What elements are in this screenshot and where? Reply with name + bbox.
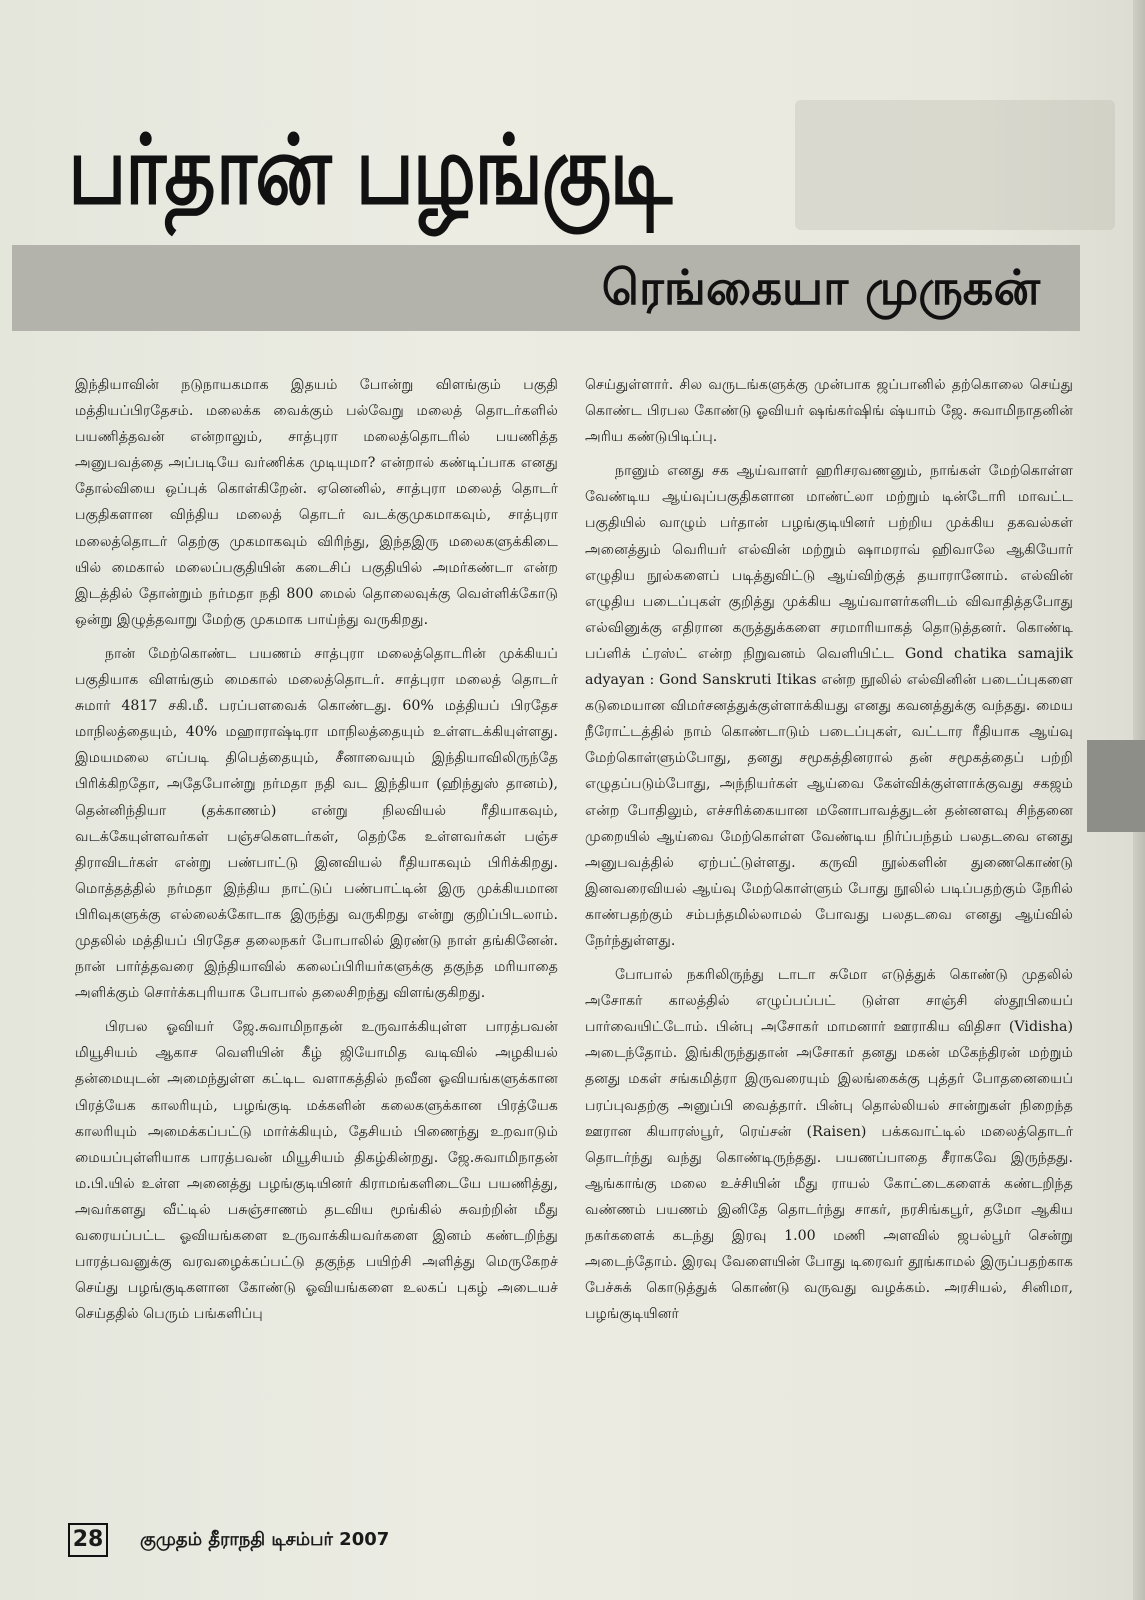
page-number: 28	[68, 1523, 108, 1557]
author-name: ரெங்கையா முருகன்	[601, 260, 1040, 316]
edge-section-tab	[1087, 740, 1145, 832]
left-column	[75, 372, 558, 1335]
paragraph: நானும் எனது சக ஆய்வாளர் ஹரிசரவணனும், நாங்கள் மேற்கொள்ள வேண்டிய ஆய்வுப்பகுதிகளான மாண்ட்லா மற்றும் டின்டோரி மாவட்ட பகுதியில் வாழும் பர்தான் பழங்குடியினர் பற்றிய முக்கிய தகவல்கள் அனைத்தும் வெரியர் எல்வின் மற்றும் ஷாமராவ் ஹிவாலே ஆகியோர் எழுதிய நூல்களைப் படித்துவிட்டு ஆய்விற்குத் தயாரானோம். எல்வின் எழுதிய படைப்புகள் குறித்து முக்கிய ஆய்வாளர்களிடம் விவாதித்தபோது எல்வினுக்கு எதிரான கருத்துக்களை சரமாரியாகத் தொடுத்தனர். கொண்டி பப்ளிக் ட்ரஸ்ட் என்ற நிறுவனம் வெளியிட்ட Gond chatika samajik adyayan : Gond Sanskruti Itikas என்ற நூலில் எல்வினின் படைப்புகளை கடுமையான விமர்சனத்துக்குள்ளாக்கியது எனது கவனத்துக்கு வந்தது. மைய நீரோட்டத்தில் நாம் கொண்டாடும் படைப்புகள், வட்டார ரீதியாக ஆய்வு மேற்கொள்ளும்போது, தனது சமூகத்தினரால் தன் சமூகத்தைப் பற்றி எழுதப்படும்போது, அந்நியர்கள் ஆய்வை கேள்விக்குள்ளாக்குவது சகஜம் என்ற போதிலும், எச்சரிக்கையான மனோபாவத்துடன் தன்னளவு சிந்தனை முறையில் ஆய்வை மேற்கொள்ள வேண்டிய நிர்ப்பந்தம் பலதடவை எனது அனுபவத்தில் ஏற்பட்டுள்ளது. கருவி நூல்களின் துணைகொண்டு இனவரைவியல் ஆய்வு மேற்கொள்ளும் போது நூலில் படிப்பதற்கும் நேரில் காண்பதற்கும் சம்பந்தமில்லாமல் போவது பலதடவை எனது ஆய்வில் நேர்ந்துள்ளது.	[585, 463, 1073, 949]
bleed-through-box	[795, 100, 1115, 230]
paragraph: போபால் நகரிலிருந்து டாடா சுமோ எடுத்துக் கொண்டு முதலில் அசோகர் காலத்தில் எழுப்பப்பட் டுள்ள சாஞ்சி ஸ்தூபியைப் பார்வையிட்டோம். பின்பு அசோகர் மாமனார் ஊராகிய விதிசா (Vidisha) அடைந்தோம். இங்கிருந்துதான் அசோகர் தனது மகன் மகேந்திரன் மற்றும் தனது மகள் சங்கமித்ரா இருவரையும் இலங்கைக்கு புத்தர் போதனையைப் பரப்புவதற்கு அனுப்பி வைத்தார். பின்பு தொல்லியல் சான்றுகள் நிறைந்த ஊரான கியாரஸ்பூர், ரெய்சன் (Raisen) பக்கவாட்டில் மலைத்தொடர் தொடர்ந்து வந்து கொண்டிருந்தது. பயணப்பாதை சீராகவே இருந்தது. ஆங்காங்கு மலை உச்சியின் மீது ராயல் கோட்டைகளைக் கண்டறிந்த வண்ணம் பயணம் இனிதே தொடர்ந்து சாகர், நரசிங்கபூர், தமோ ஆகிய நகர்களைக் கடந்து இரவு 1.00 மணி அளவில் ஜபல்பூர் சென்று அடைந்தோம். இரவு வேளையின் போது டிரைவர் தூங்காமல் இருப்பதற்காக பேச்சுக் கொடுத்துக் கொண்டு வருவது வழக்கம். அரசியல், சினிமா, பழங்குடியினர்	[585, 967, 1073, 1323]
paragraph: செய்துள்ளார். சில வருடங்களுக்கு முன்பாக ஜப்பானில் தற்கொலை செய்து கொண்ட பிரபல கோண்டு ஓவியர் ஷங்கர்ஷிங் ஷ்யாம் ஜே. சுவாமிநாதனின் அரிய கண்டுபிடிப்பு.	[585, 377, 1073, 446]
magazine-issue: குமுதம் தீராநதி டிசம்பர் 2007	[140, 1528, 390, 1550]
right-column	[585, 372, 1073, 1335]
page-footer	[68, 1522, 389, 1558]
paragraph: நான் மேற்கொண்ட பயணம் சாத்புரா மலைத்தொடரின் முக்கியப் பகுதியாக விளங்கும் மைகால் மலைத்தொடர். சாத்புரா மலைத் தொடர் சுமார் 4817 சகி.மீ. பரப்பளவைக் கொண்டது. 60% மத்தியப் பிரதேச மாநிலத்தையும், 40% மஹாராஷ்டிரா மாநிலத்தையும் உள்ளடக்கியுள்ளது. இமயமலை எப்படி திபெத்தையும், சீனாவையும் இந்தியாவிலிருந்தே பிரிக்கிறதோ, அதேபோன்று நர்மதா நதி வட இந்தியா (ஹிந்துஸ் தானம்), தென்னிந்தியா (தக்காணம்) என்று நிலவியல் ரீதியாகவும், வடக்கேயுள்ளவர்கள் பஞ்சகௌடர்கள், தெற்கே உள்ளவர்கள் பஞ்ச திராவிடர்கள் என்று பண்பாட்டு இனவியல் ரீதியாகவும் பிரிக்கிறது. மொத்தத்தில் நர்மதா இந்திய நாட்டுப் பண்பாட்டின் இரு முக்கியமான பிரிவுகளுக்கு எல்லைக்கோடாக இருந்து வருகிறது என்று குறிப்பிடலாம். முதலில் மத்தியப் பிரதேச தலைநகர் போபாலில் இரண்டு நாள் தங்கினேன். நான் பார்த்தவரை இந்தியாவில் கலைப்பிரியர்களுக்கு தகுந்த மரியாதை அளிக்கும் சொர்க்கபுரியாக போபால் தலைசிறந்து விளங்குகிறது.	[75, 645, 558, 1002]
article-title: பர்தான் பழங்குடி	[68, 114, 671, 226]
paragraph: பிரபல ஓவியர் ஜே.சுவாமிநாதன் உருவாக்கியுள்ள பாரத்பவன் மியூசியம் ஆகாச வெளியின் கீழ் ஜியோமித வடிவில் அழகியல் தன்மையுடன் அமைந்துள்ள கட்டிட வளாகத்தில் நவீன ஓவியங்களுக்கான பிரத்யேக காலரியும், பழங்குடி மக்களின் கலைகளுக்கான பிரத்யேக காலரியும் அமைக்கப்பட்டு மார்க்கியும், தேசியம் பிணைந்து உறவாடும் மையப்புள்ளியாக பாரத்பவன் மியூசியம் திகழ்கின்றது. ஜே.சுவாமிநாதன் ம.பி.யில் உள்ள அனைத்து பழங்குடியினர் கிராமங்களிடையே பயணித்து, அவர்களது வீட்டில் பசுஞ்சாணம் தடவிய மூங்கில் சுவற்றின் மீது வரையப்பட்ட ஓவியங்களை உருவாக்கியவர்களை இனம் கண்டறிந்து பாரத்பவனுக்கு வரவழைக்கப்பட்டு தகுந்த பயிற்சி அளித்து மெருகேறச் செய்து பழங்குடிகளான கோண்டு ஓவியங்களை உலகப் புகழ் அடையச் செய்ததில் பெரும் பங்களிப்பு	[75, 1019, 558, 1323]
paragraph: இந்தியாவின் நடுநாயகமாக இதயம் போன்று விளங்கும் பகுதி மத்தியப்பிரதேசம். மலைக்க வைக்கும் பல்வேறு மலைத் தொடர்களில் பயணித்தவன் என்றாலும், சாத்புரா மலைத்தொடரில் பயணித்த அனுபவத்தை அப்படியே வர்ணிக்க முடியுமா? என்றால் கண்டிப்பாக எனது தோல்வியை ஒப்புக் கொள்கிறேன். ஏனெனில், சாத்புரா மலைத் தொடர் பகுதிகளான விந்திய மலைத் தொடர் வடக்குமுகமாகவும், சாத்புரா மலைத்தொடர் தெற்கு முகமாகவும் விரிந்து, இந்தஇரு மலைகளுக்கிடை யில் மைகால் மலைப்பகுதியின் கடைசிப் பகுதியில் அமர்கண்டா என்ற இடத்தில் தோன்றும் நர்மதா நதி 800 மைல் தொலைவுக்கு வெள்ளிக்கோடு ஒன்று இழுத்தவாறு மேற்கு முகமாக பாய்ந்து வருகிறது.	[75, 377, 558, 628]
byline-band	[12, 245, 1080, 331]
